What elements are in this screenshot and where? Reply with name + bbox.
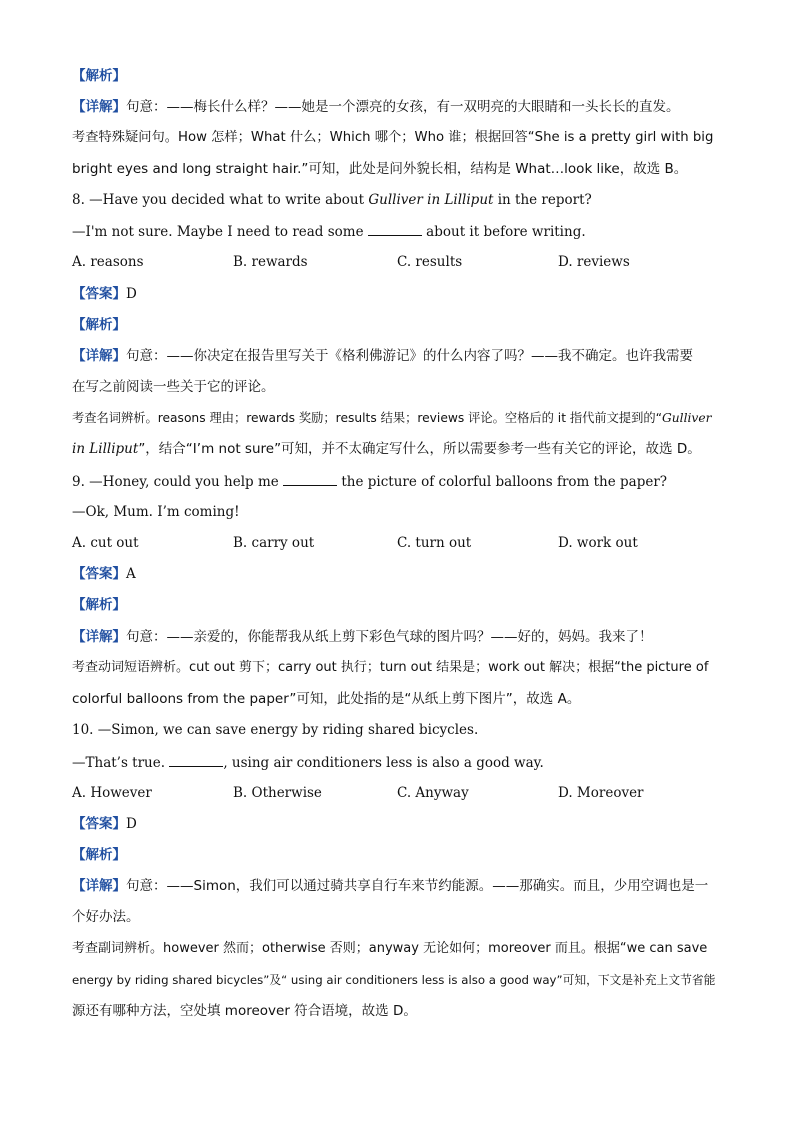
q10-detail-line3: 考查副词辨析。however 然而；otherwise 否则；anyway 无论如何；moreover 而且。根据“we can save: [72, 941, 708, 956]
q7-detail-line1: 【详解】句意：——梅长什么样？——她是一个漂亮的女孩，有一双明亮的大眼睛和一头长长的直发。: [72, 99, 680, 115]
q9-answer: 【答案】A: [72, 566, 136, 582]
q10-option-a: A. However: [72, 785, 152, 801]
q10-detail-line4: energy by riding shared bicycles”及“ using air conditioners less is also a good way”可知，下文是补充上文节省能: [72, 973, 716, 987]
q9-option-b: B. carry out: [233, 535, 315, 551]
q10-option-b: B. Otherwise: [233, 785, 322, 801]
q10-analysis-heading: 【解析】: [72, 847, 126, 863]
q9-option-d: D. work out: [558, 535, 638, 551]
q8-line2: —I'm not sure. Maybe I need to read some about it before writing.: [72, 221, 724, 242]
q9-stem: 9. —Honey, could you help me the picture of colorful balloons from the paper?: [72, 471, 724, 492]
q10-detail-line2: 个好办法。: [72, 909, 140, 925]
q9-detail-line2: 考查动词短语辨析。cut out 剪下；carry out 执行；turn out 结果是；work out 解决；根据“the picture of: [72, 660, 709, 675]
q10-detail-line5: 源还有哪种方法，空处填 moreover 符合语境，故选 D。: [72, 1003, 417, 1019]
q8-option-b: B. rewards: [233, 254, 308, 270]
q8-detail-line2: 在写之前阅读一些关于它的评论。: [72, 379, 275, 395]
q8-detail-line1: 【详解】句意：——你决定在报告里写关于《格利佛游记》的什么内容了吗？——我不确定。也许我需要: [72, 348, 693, 364]
q10-stem: 10. —Simon, we can save energy by riding shared bicycles.: [72, 722, 479, 738]
q9-line2: —Ok, Mum. I’m coming!: [72, 504, 240, 520]
q9-option-a: A. cut out: [72, 535, 139, 551]
q8-detail-line3: 考查名词辨析。reasons 理由；rewards 奖励；results 结果；reviews 评论。空格后的 it 指代前文提到的“Gulliver: [72, 411, 712, 425]
q8-option-c: C. results: [397, 254, 463, 270]
q10-answer: 【答案】D: [72, 816, 137, 832]
q10-detail-line1: 【详解】句意：——Simon，我们可以通过骑共享自行车来节约能源。——那确实。而且，少用空调也是一: [72, 878, 709, 894]
q8-option-a: A. reasons: [72, 254, 144, 270]
answer-blank: [283, 471, 337, 486]
q9-detail-line1: 【详解】句意：——亲爱的，你能帮我从纸上剪下彩色气球的图片吗？——好的，妈妈。我来了！: [72, 629, 653, 645]
q10-line2: —That’s true. , using air conditioners less is also a good way.: [72, 752, 724, 773]
q7-detail-line2: 考查特殊疑问句。How 怎样；What 什么；Which 哪个；Who 谁；根据回答“She is a pretty girl with big: [72, 130, 714, 145]
q8-detail-line4: in Lilliput”，结合“I’m not sure”可知，并不太确定写什么，所以需要参考一些有关它的评论，故选 D。: [72, 441, 701, 457]
q8-stem: 8. —Have you decided what to write about Gulliver in Lilliput in the report?: [72, 192, 592, 208]
q9-option-c: C. turn out: [397, 535, 472, 551]
q9-analysis-heading: 【解析】: [72, 597, 126, 613]
q8-answer: 【答案】D: [72, 286, 137, 302]
analysis-heading: 【解析】: [72, 68, 126, 84]
q9-detail-line3: colorful balloons from the paper”可知，此处指的是“从纸上剪下图片”，故选 A。: [72, 691, 581, 707]
q8-analysis-heading: 【解析】: [72, 317, 126, 333]
q8-option-d: D. reviews: [558, 254, 630, 270]
q10-option-d: D. Moreover: [558, 785, 644, 801]
answer-blank: [169, 752, 223, 767]
q7-detail-line3: bright eyes and long straight hair.”可知，此处是问外貌长相，结构是 What…look like，故选 B。: [72, 161, 688, 177]
q10-option-c: C. Anyway: [397, 785, 469, 801]
answer-blank: [368, 221, 422, 236]
